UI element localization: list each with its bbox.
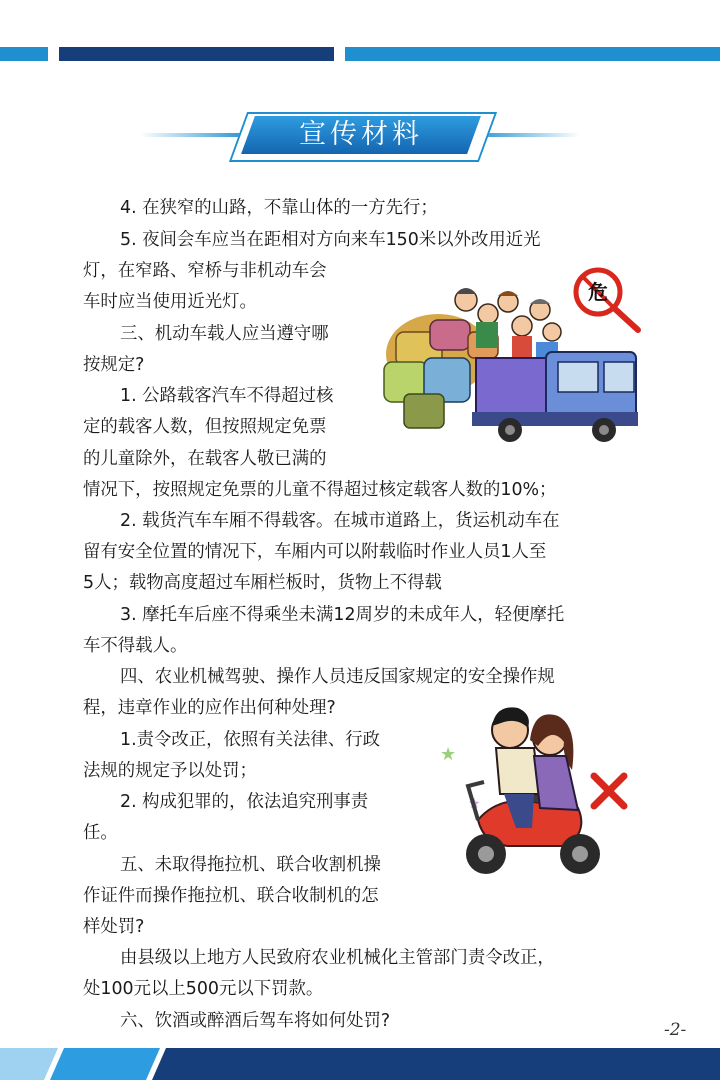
text-line: 四、农业机械驾驶、操作人员违反国家规定的安全操作规 <box>120 667 555 687</box>
text-line: 1. 公路载客汽车不得超过核 <box>120 386 334 406</box>
text-line: 三、机动车载人应当遵守哪 <box>120 324 329 344</box>
text-line: 车不得载人。 <box>83 636 188 656</box>
text-line: 留有安全位置的情况下，车厢内可以附载临时作业人员1人至 <box>83 542 547 562</box>
text-line: 任。 <box>83 823 118 843</box>
text-line: 4. 在狭窄的山路，不靠山体的一方先行； <box>120 198 438 218</box>
text-line: 作证件而操作拖拉机、联合收制机的怎 <box>83 886 379 906</box>
text-line: 法规的规定予以处罚； <box>83 761 257 781</box>
svg-text:★: ★ <box>468 796 481 812</box>
text-line: 定的载客人数，但按照规定免票 <box>83 417 327 437</box>
text-line: 处100元以上500元以下罚款。 <box>83 979 324 999</box>
page-title: 宣传材料 <box>299 119 423 150</box>
text-line: 3. 摩托车后座不得乘坐未满12周岁的未成年人，轻便摩托 <box>120 605 565 625</box>
svg-text:★: ★ <box>440 744 457 765</box>
text-line: 的儿童除外，在载客人敬已满的 <box>83 449 327 469</box>
title-line-left <box>140 133 250 137</box>
text-line: 由县级以上地方人民致府农业机械化主管部门责令改正， <box>120 948 555 968</box>
text-line: 车时应当使用近光灯。 <box>83 292 257 312</box>
top-bar-segment <box>0 47 48 61</box>
top-bar-segment <box>345 47 720 61</box>
text-line: 五、未取得拖拉机、联合收割机操 <box>120 855 381 875</box>
text-line: 情况下，按照规定免票的儿童不得超过核定载客人数的10%； <box>83 480 557 500</box>
top-bar-segment <box>59 47 334 61</box>
text-line: 程，违章作业的应作出何种处理? <box>83 698 336 718</box>
text-line: 1.责令改正，依照有关法律、行政 <box>120 730 381 750</box>
page-number: -2- <box>664 1020 687 1040</box>
bottom-band <box>0 1048 720 1080</box>
text-line: 2. 载货汽车车厢不得载客。在城市道路上，货运机动车在 <box>120 511 560 531</box>
text-line: 5人；载物高度超过车厢栏板时，货物上不得载 <box>83 573 442 593</box>
text-line: 灯，在窄路、窄桥与非机动车会 <box>83 261 327 281</box>
text-line: 样处罚? <box>83 917 145 937</box>
text-line: 按规定? <box>83 355 145 375</box>
scooter-couple-illustration <box>438 690 638 890</box>
danger-sign-text: 危 <box>588 280 608 304</box>
text-line: 六、饮酒或醉酒后驾车将如何处罚? <box>120 1011 391 1031</box>
text-line: 2. 构成犯罪的，依法追究刑事责 <box>120 792 369 812</box>
text-line: 5. 夜间会车应当在距相对方向来车150米以外改用近光 <box>120 230 541 250</box>
